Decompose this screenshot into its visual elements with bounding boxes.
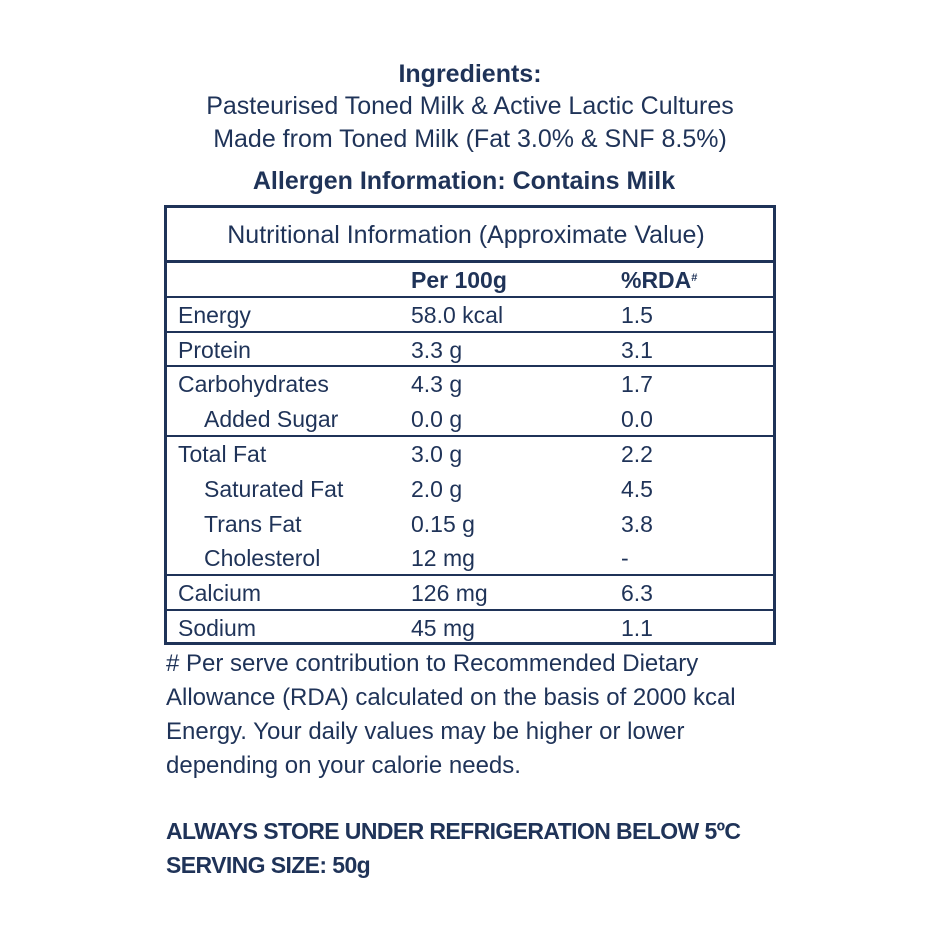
nutrient-name: Carbohydrates xyxy=(178,371,329,398)
nutrient-rda: 3.1 xyxy=(621,336,653,363)
nutrition-table xyxy=(164,205,776,645)
serving-size: SERVING SIZE: 50g xyxy=(166,852,371,878)
nutrient-per-100g: 12 mg xyxy=(411,545,475,572)
storage-info xyxy=(166,814,866,882)
ingredients-line-2: Made from Toned Milk (Fat 3.0% & SNF 8.5%) xyxy=(213,125,727,153)
nutrient-per-100g: 4.3 g xyxy=(411,371,463,398)
nutrient-per-100g: 0.0 g xyxy=(411,406,463,433)
nutrient-rda: - xyxy=(621,545,629,572)
rda-footnote xyxy=(166,647,786,783)
table-row xyxy=(167,437,773,472)
nutrient-rda: 1.1 xyxy=(621,614,653,641)
nutrient-rda: 2.2 xyxy=(621,440,653,467)
table-row xyxy=(167,611,773,646)
nutrient-rda: 4.5 xyxy=(621,475,653,502)
nutrient-name: Cholesterol xyxy=(204,545,321,572)
nutrient-per-100g: 3.0 g xyxy=(411,440,463,467)
footnote-line-2: Allowance (RDA) calculated on the basis of 2000 kcal xyxy=(166,684,736,711)
nutrient-per-100g: 58.0 kcal xyxy=(411,301,504,328)
nutrition-table-title: Nutritional Information (Approximate Value) xyxy=(167,208,773,263)
table-row xyxy=(167,507,773,542)
nutrient-name: Energy xyxy=(178,301,251,328)
header-rda-mark: # xyxy=(691,272,698,284)
nutrient-rda: 3.8 xyxy=(621,510,653,537)
table-row xyxy=(167,402,773,437)
nutrient-rda: 1.7 xyxy=(621,371,653,398)
allergen-info: Allergen Information: Contains Milk xyxy=(252,167,676,195)
nutrient-per-100g: 0.15 g xyxy=(411,510,475,537)
nutrient-name: Protein xyxy=(178,336,251,363)
footnote-line-1: # Per serve contribution to Recommended Dietary xyxy=(166,650,699,677)
header-rda-label: %RDA xyxy=(621,267,692,293)
nutrient-name: Total Fat xyxy=(178,440,267,467)
ingredients-section xyxy=(0,58,940,156)
header-rda xyxy=(621,263,697,297)
nutrient-per-100g: 2.0 g xyxy=(411,475,463,502)
table-row xyxy=(167,472,773,507)
table-row xyxy=(167,576,773,611)
nutrient-name: Calcium xyxy=(178,580,262,607)
footnote-line-4: depending on your calorie needs. xyxy=(166,752,521,779)
nutrient-rda: 0.0 xyxy=(621,406,653,433)
ingredients-title: Ingredients: xyxy=(398,60,542,88)
nutrient-per-100g: 3.3 g xyxy=(411,336,463,363)
nutrient-per-100g: 126 mg xyxy=(411,580,488,607)
nutrient-rda: 6.3 xyxy=(621,580,653,607)
table-row xyxy=(167,367,773,402)
table-row xyxy=(167,541,773,576)
nutrient-per-100g: 45 mg xyxy=(411,614,475,641)
table-row xyxy=(167,298,773,333)
nutrient-name: Added Sugar xyxy=(204,406,339,433)
footnote-line-3: Energy. Your daily values may be higher or lower xyxy=(166,718,685,745)
header-per-100g: Per 100g xyxy=(411,267,507,293)
storage-instruction: ALWAYS STORE UNDER REFRIGERATION BELOW 5ºC xyxy=(166,818,741,844)
table-row xyxy=(167,333,773,368)
nutrient-rda: 1.5 xyxy=(621,301,653,328)
ingredients-line-1: Pasteurised Toned Milk & Active Lactic Cultures xyxy=(206,92,734,120)
nutrient-name: Saturated Fat xyxy=(204,475,344,502)
nutrition-header-row xyxy=(167,263,773,298)
nutrient-name: Sodium xyxy=(178,614,256,641)
nutrient-name: Trans Fat xyxy=(204,510,302,537)
